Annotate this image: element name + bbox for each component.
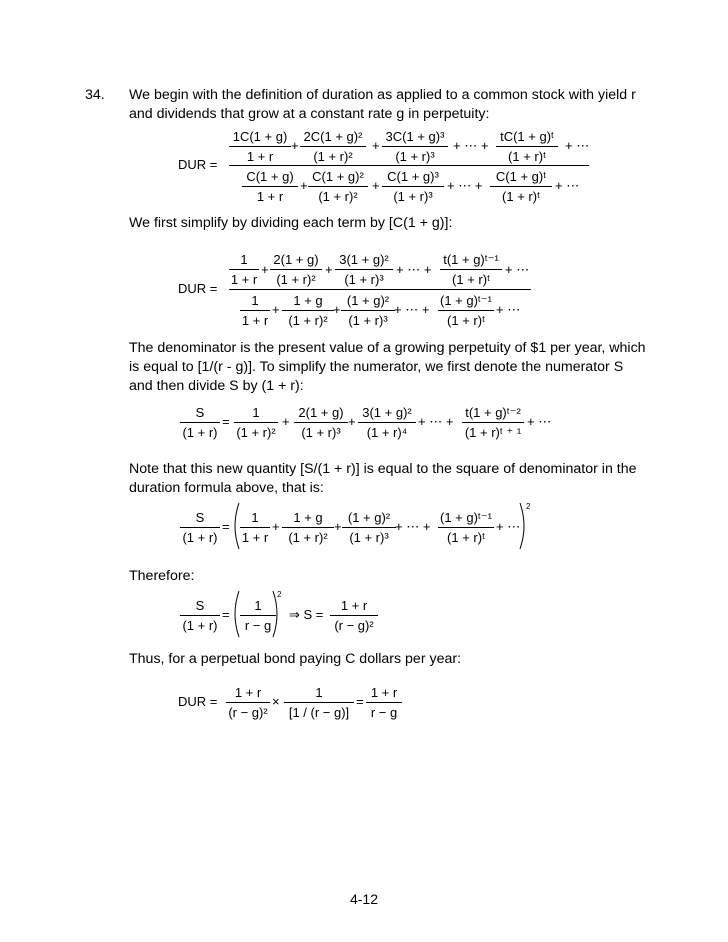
left-paren-icon [230, 502, 240, 550]
term-denominator: (1 + r)² [313, 149, 353, 164]
term-denominator: (1 + r)³ [348, 313, 388, 328]
term-denominator: (1 + r)³ [393, 189, 433, 204]
plus-sign: + [372, 138, 380, 153]
plus-sign: + [348, 414, 356, 429]
term-numerator: 1 [251, 293, 259, 308]
term-numerator: (1 + g)ᵗ⁻¹ [440, 510, 492, 525]
term-numerator: C(1 + g) [246, 169, 294, 184]
plus-sign: + [291, 138, 299, 153]
term-denominator: (1 + r)ᵗ [452, 272, 490, 287]
term-denominator: (1 + r)ᵗ [447, 530, 485, 545]
term-numerator: 1 + g [293, 293, 323, 308]
term-denominator: 1 + r [246, 149, 274, 164]
term-numerator: t(1 + g)ᵗ⁻¹ [443, 252, 499, 267]
dur-label: DUR = [178, 157, 218, 172]
term-numerator: 3(1 + g)² [339, 252, 389, 267]
right-paren-icon [519, 502, 529, 550]
term-denominator: (1 + r)³ [349, 530, 389, 545]
term-denominator: (r − g)² [334, 618, 374, 633]
term-numerator: 1 + r [234, 685, 262, 700]
term-numerator: 1 + r [370, 685, 398, 700]
times-sign: × [272, 694, 280, 709]
plus-sign: + [325, 262, 333, 277]
term-denominator: (1 + r)³ [301, 425, 341, 440]
term-denominator: 1 + r [241, 530, 269, 545]
term-denominator: (1 + r)³ [344, 272, 384, 287]
ellipsis: + ⋯ [505, 262, 530, 277]
implies-s-equals: ⇒ S = [289, 607, 324, 622]
term-denominator: (1 + r)² [236, 425, 276, 440]
ellipsis: + ⋯ [496, 302, 521, 317]
question-number: 34. [85, 87, 105, 103]
term-numerator: 1 + g [293, 510, 323, 525]
main-fraction-bar [229, 165, 589, 166]
plus-sign: + [372, 178, 380, 193]
term-denominator: r − g [370, 705, 398, 720]
ellipsis: + ⋯ + [394, 302, 430, 317]
ellipsis: + ⋯ + [418, 414, 454, 429]
intro-paragraph: We begin with the definition of duration as applied to a common stock with yield r and dividends that grow at a constant rate g in perpetuity: [129, 87, 636, 122]
equals-sign: = [222, 414, 230, 429]
term-denominator: (1 + r)⁴ [366, 425, 408, 440]
s-denominator: (1 + r) [182, 530, 218, 545]
term-numerator: C(1 + g)³ [387, 169, 439, 184]
left-paren-icon [230, 590, 240, 638]
square-exponent: 2 [277, 590, 282, 599]
dur-label: DUR = [178, 694, 218, 709]
term-numerator: 1 [252, 405, 260, 420]
term-numerator: 1C(1 + g) [232, 129, 288, 144]
plus-sign: + [282, 414, 290, 429]
term-denominator: (1 + r)² [318, 189, 358, 204]
ellipsis: + ⋯ [496, 519, 521, 534]
term-denominator: 1 + r [256, 189, 284, 204]
ellipsis: + ⋯ + [447, 178, 483, 193]
equals-sign: = [356, 694, 364, 709]
page-number: 4-12 [349, 891, 379, 907]
ellipsis: + ⋯ + [396, 262, 432, 277]
denominator-paragraph: The denominator is the present value of a growing perpetuity of $1 per year, which is equal to [1/(r - g)]. To simplify the numerator, we first denote the numerator S and then divide S by (1 + r): [129, 340, 646, 394]
plus-sign: + [333, 302, 341, 317]
term-denominator: (r − g)² [228, 705, 268, 720]
square-paragraph: Note that this new quantity [S/(1 + r)] is equal to the square of denominator in the duration formula above, that is: [129, 461, 637, 496]
ellipsis: + ⋯ + [395, 519, 431, 534]
term-denominator: 1 + r [241, 313, 269, 328]
s-numerator: S [195, 510, 205, 525]
s-denominator: (1 + r) [182, 425, 218, 440]
term-denominator: r − g [244, 618, 272, 633]
ellipsis: + ⋯ + [453, 138, 489, 153]
square-exponent: 2 [526, 502, 531, 511]
plus-sign: + [272, 519, 280, 534]
term-numerator: 1 [254, 598, 262, 613]
term-denominator: 1 + r [230, 272, 258, 287]
term-denominator: (1 + r)² [288, 313, 328, 328]
ellipsis: + ⋯ [527, 414, 552, 429]
term-denominator: (1 + r)² [276, 272, 316, 287]
term-numerator: C(1 + g)ᵗ [495, 169, 547, 184]
s-denominator: (1 + r) [182, 618, 218, 633]
simplify-paragraph: We first simplify by dividing each term by [C(1 + g)]: [129, 215, 453, 231]
equals-sign: = [222, 519, 230, 534]
term-numerator: t(1 + g)ᵗ⁻² [465, 405, 521, 420]
term-numerator: tC(1 + g)ᵗ [500, 129, 554, 144]
s-numerator: S [195, 598, 205, 613]
term-denominator: (1 + r)ᵗ [502, 189, 540, 204]
term-numerator: 1 [240, 252, 248, 267]
perpetual-bond-paragraph: Thus, for a perpetual bond paying C dollars per year: [129, 651, 462, 667]
equals-sign: = [222, 607, 230, 622]
s-numerator: S [195, 405, 205, 420]
term-numerator: 2(1 + g) [298, 405, 344, 420]
ellipsis: + ⋯ [555, 178, 580, 193]
right-paren-icon [272, 590, 282, 638]
term-numerator: 1 + r [340, 598, 368, 613]
term-numerator: 1 [315, 685, 323, 700]
therefore-paragraph: Therefore: [129, 568, 195, 584]
term-numerator: 1 [251, 510, 259, 525]
term-numerator: 2C(1 + g)² [303, 129, 363, 144]
term-denominator: (1 + r)² [288, 530, 328, 545]
term-denominator: (1 + r)³ [395, 149, 435, 164]
term-denominator: (1 + r)ᵗ [447, 313, 485, 328]
dur-label: DUR = [178, 281, 218, 296]
term-denominator: (1 + r)ᵗ [508, 149, 546, 164]
term-numerator: 3C(1 + g)³ [385, 129, 445, 144]
term-numerator: C(1 + g)² [312, 169, 364, 184]
plus-sign: + [334, 519, 342, 534]
term-numerator: 3(1 + g)² [362, 405, 412, 420]
plus-sign: + [300, 178, 308, 193]
term-denominator: (1 + r)ᵗ ⁺ ¹ [464, 425, 522, 440]
plus-sign: + [272, 302, 280, 317]
term-numerator: (1 + g)ᵗ⁻¹ [440, 293, 492, 308]
term-numerator: 2(1 + g) [273, 252, 319, 267]
plus-sign: + [261, 262, 269, 277]
ellipsis: + ⋯ [565, 138, 590, 153]
term-numerator: (1 + g)² [346, 293, 390, 308]
term-numerator: (1 + g)² [347, 510, 391, 525]
term-denominator: [1 / (r − g)] [288, 705, 350, 720]
